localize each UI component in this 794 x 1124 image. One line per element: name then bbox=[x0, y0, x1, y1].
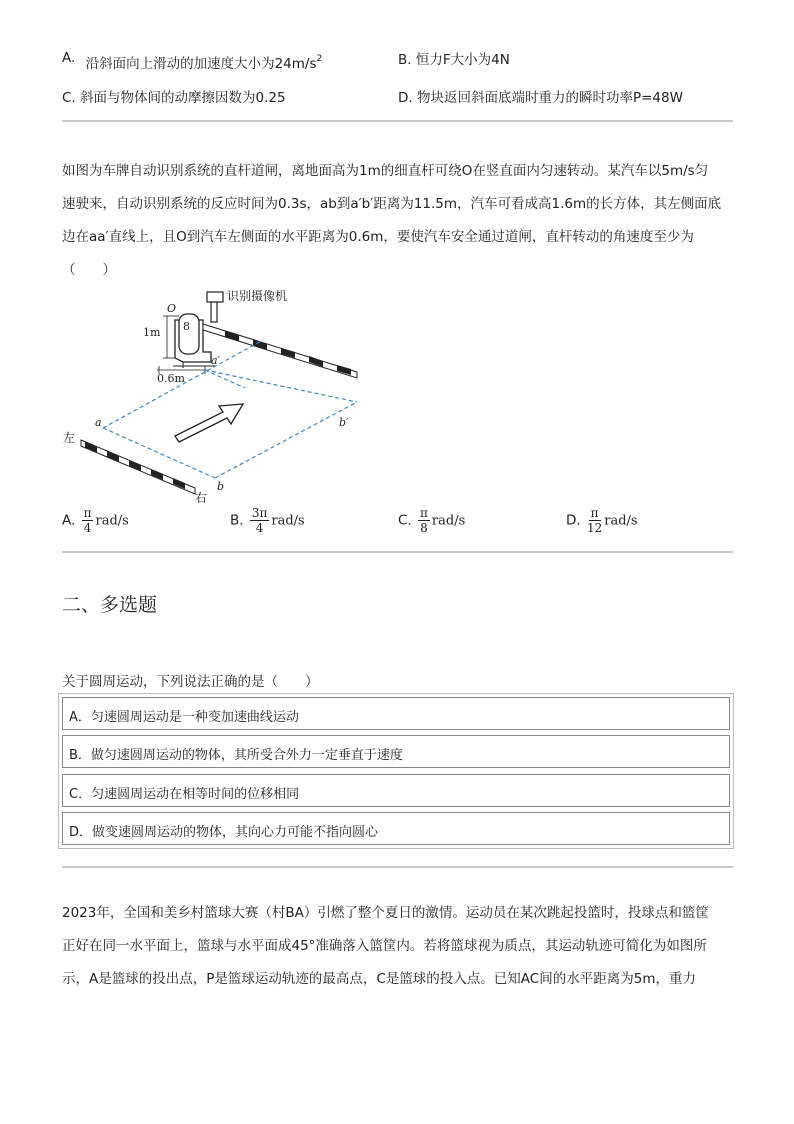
label-left: 左 bbox=[63, 431, 76, 445]
stem-line: 如图为车牌自动识别系统的直杆道闸，离地面高为1m的细直杆可绕O在竖直面内匀速转动。某汽车以5m/s匀 bbox=[62, 163, 709, 179]
fraction-num: π bbox=[420, 506, 428, 520]
option-unit: rad/s bbox=[431, 513, 466, 529]
option-letter: B. bbox=[230, 512, 244, 529]
option-unit: rad/s bbox=[95, 513, 129, 529]
stem-line: 示，A是篮球的投出点，P是篮球运动轨迹的最高点，C是篮球的投入点。已知AC间的水平距离为5m，重力 bbox=[62, 971, 696, 987]
camera-label: 识别摄像机 bbox=[227, 289, 288, 303]
stem-line: 速驶来，自动识别系统的反应时间为0.3s，ab到a′b′距离为11.5m，汽车可看成高1.6m的长方体，其左侧面底 bbox=[62, 196, 722, 212]
fraction bbox=[587, 506, 602, 535]
choice-b[interactable] bbox=[62, 735, 730, 768]
option-letter: C. bbox=[398, 512, 412, 529]
fraction-den: 8 bbox=[420, 521, 428, 535]
label-a: a bbox=[95, 416, 102, 429]
question-basketball-stem bbox=[62, 897, 734, 996]
choice-d[interactable] bbox=[62, 812, 730, 845]
stem-line: 正好在同一水平面上，篮球与水平面成45°准确落入篮筐内。若将篮球视为质点，其运动轨迹可简化为如图所 bbox=[62, 938, 707, 954]
gate-option-b bbox=[230, 506, 305, 535]
choice-label: A．匀速圆周运动是一种变加速曲线运动 bbox=[69, 710, 299, 725]
fraction bbox=[250, 506, 270, 535]
question-circle-stem: 关于圆周运动，下列说法正确的是（ ） bbox=[62, 674, 319, 690]
label-8: 8 bbox=[183, 320, 190, 333]
gate-option-c bbox=[398, 506, 465, 535]
stem-line: （ ） bbox=[62, 262, 116, 278]
camera-icon bbox=[207, 292, 223, 322]
fraction bbox=[418, 506, 430, 535]
gate-post bbox=[173, 314, 215, 368]
choice-label: C．匀速圆周运动在相等时间的位移相同 bbox=[69, 787, 300, 802]
label-b: b bbox=[217, 480, 225, 493]
option-unit: rad/s bbox=[271, 513, 305, 529]
divider bbox=[62, 866, 733, 868]
label-right: 右 bbox=[195, 491, 208, 505]
question-gate-stem bbox=[62, 155, 734, 287]
fraction-den: 12 bbox=[586, 521, 603, 535]
option-a bbox=[62, 46, 323, 72]
option-a-sup: 2 bbox=[316, 53, 323, 64]
fraction bbox=[82, 506, 94, 535]
choice-c[interactable] bbox=[62, 774, 730, 807]
option-letter: A. bbox=[62, 512, 76, 529]
label-0-6m: 0.6m bbox=[157, 372, 185, 385]
fraction-den: 4 bbox=[83, 521, 92, 535]
option-letter: D. bbox=[566, 512, 581, 529]
road-stripe bbox=[81, 440, 195, 494]
direction-arrow-icon bbox=[175, 404, 243, 442]
stem-line: 边在aa′直线上，且O到汽车左侧面的水平距离为0.6m，要使汽车安全通过道闸，直杆转动的角速度至少为 bbox=[62, 229, 694, 245]
option-c: C. 斜面与物体间的动摩擦因数为0.25 bbox=[62, 90, 286, 106]
gate-option-d bbox=[566, 506, 638, 535]
option-d: D. 物块返回斜面底端时重力的瞬时功率P=48W bbox=[398, 90, 683, 106]
label-1m: 1m bbox=[143, 326, 161, 339]
choice-label: D．做变速圆周运动的物体，其向心力可能不指向圆心 bbox=[69, 825, 379, 840]
divider bbox=[62, 120, 733, 122]
stem-line: 2023年，全国和美乡村篮球大赛（村BA）引燃了整个夏日的激情。运动员在某次跳起投篮时，投球点和篮筐 bbox=[62, 905, 709, 921]
option-b: B. 恒力F大小为4N bbox=[398, 52, 510, 68]
fraction-num: 3π bbox=[251, 506, 268, 520]
option-unit: rad/s bbox=[604, 513, 638, 529]
boom-arm bbox=[203, 324, 357, 378]
gate-figure bbox=[55, 280, 375, 505]
section-title: 二、多选题 bbox=[62, 594, 158, 616]
fraction-num: π bbox=[83, 506, 92, 520]
choice-a[interactable] bbox=[62, 697, 730, 730]
option-a-text: 沿斜面向上滑动的加速度大小为24m/s bbox=[85, 56, 317, 72]
choice-label: B．做匀速圆周运动的物体，其所受合外力一定垂直于速度 bbox=[69, 748, 403, 763]
option-a-letter: A. bbox=[62, 50, 76, 66]
fraction-num: π bbox=[590, 506, 599, 520]
label-o: O bbox=[167, 302, 177, 315]
fraction-den: 4 bbox=[255, 521, 264, 535]
label-b-prime: b′ bbox=[339, 416, 349, 429]
divider bbox=[62, 551, 733, 553]
label-a-prime: a′ bbox=[211, 354, 221, 367]
gate-option-a bbox=[62, 506, 129, 535]
